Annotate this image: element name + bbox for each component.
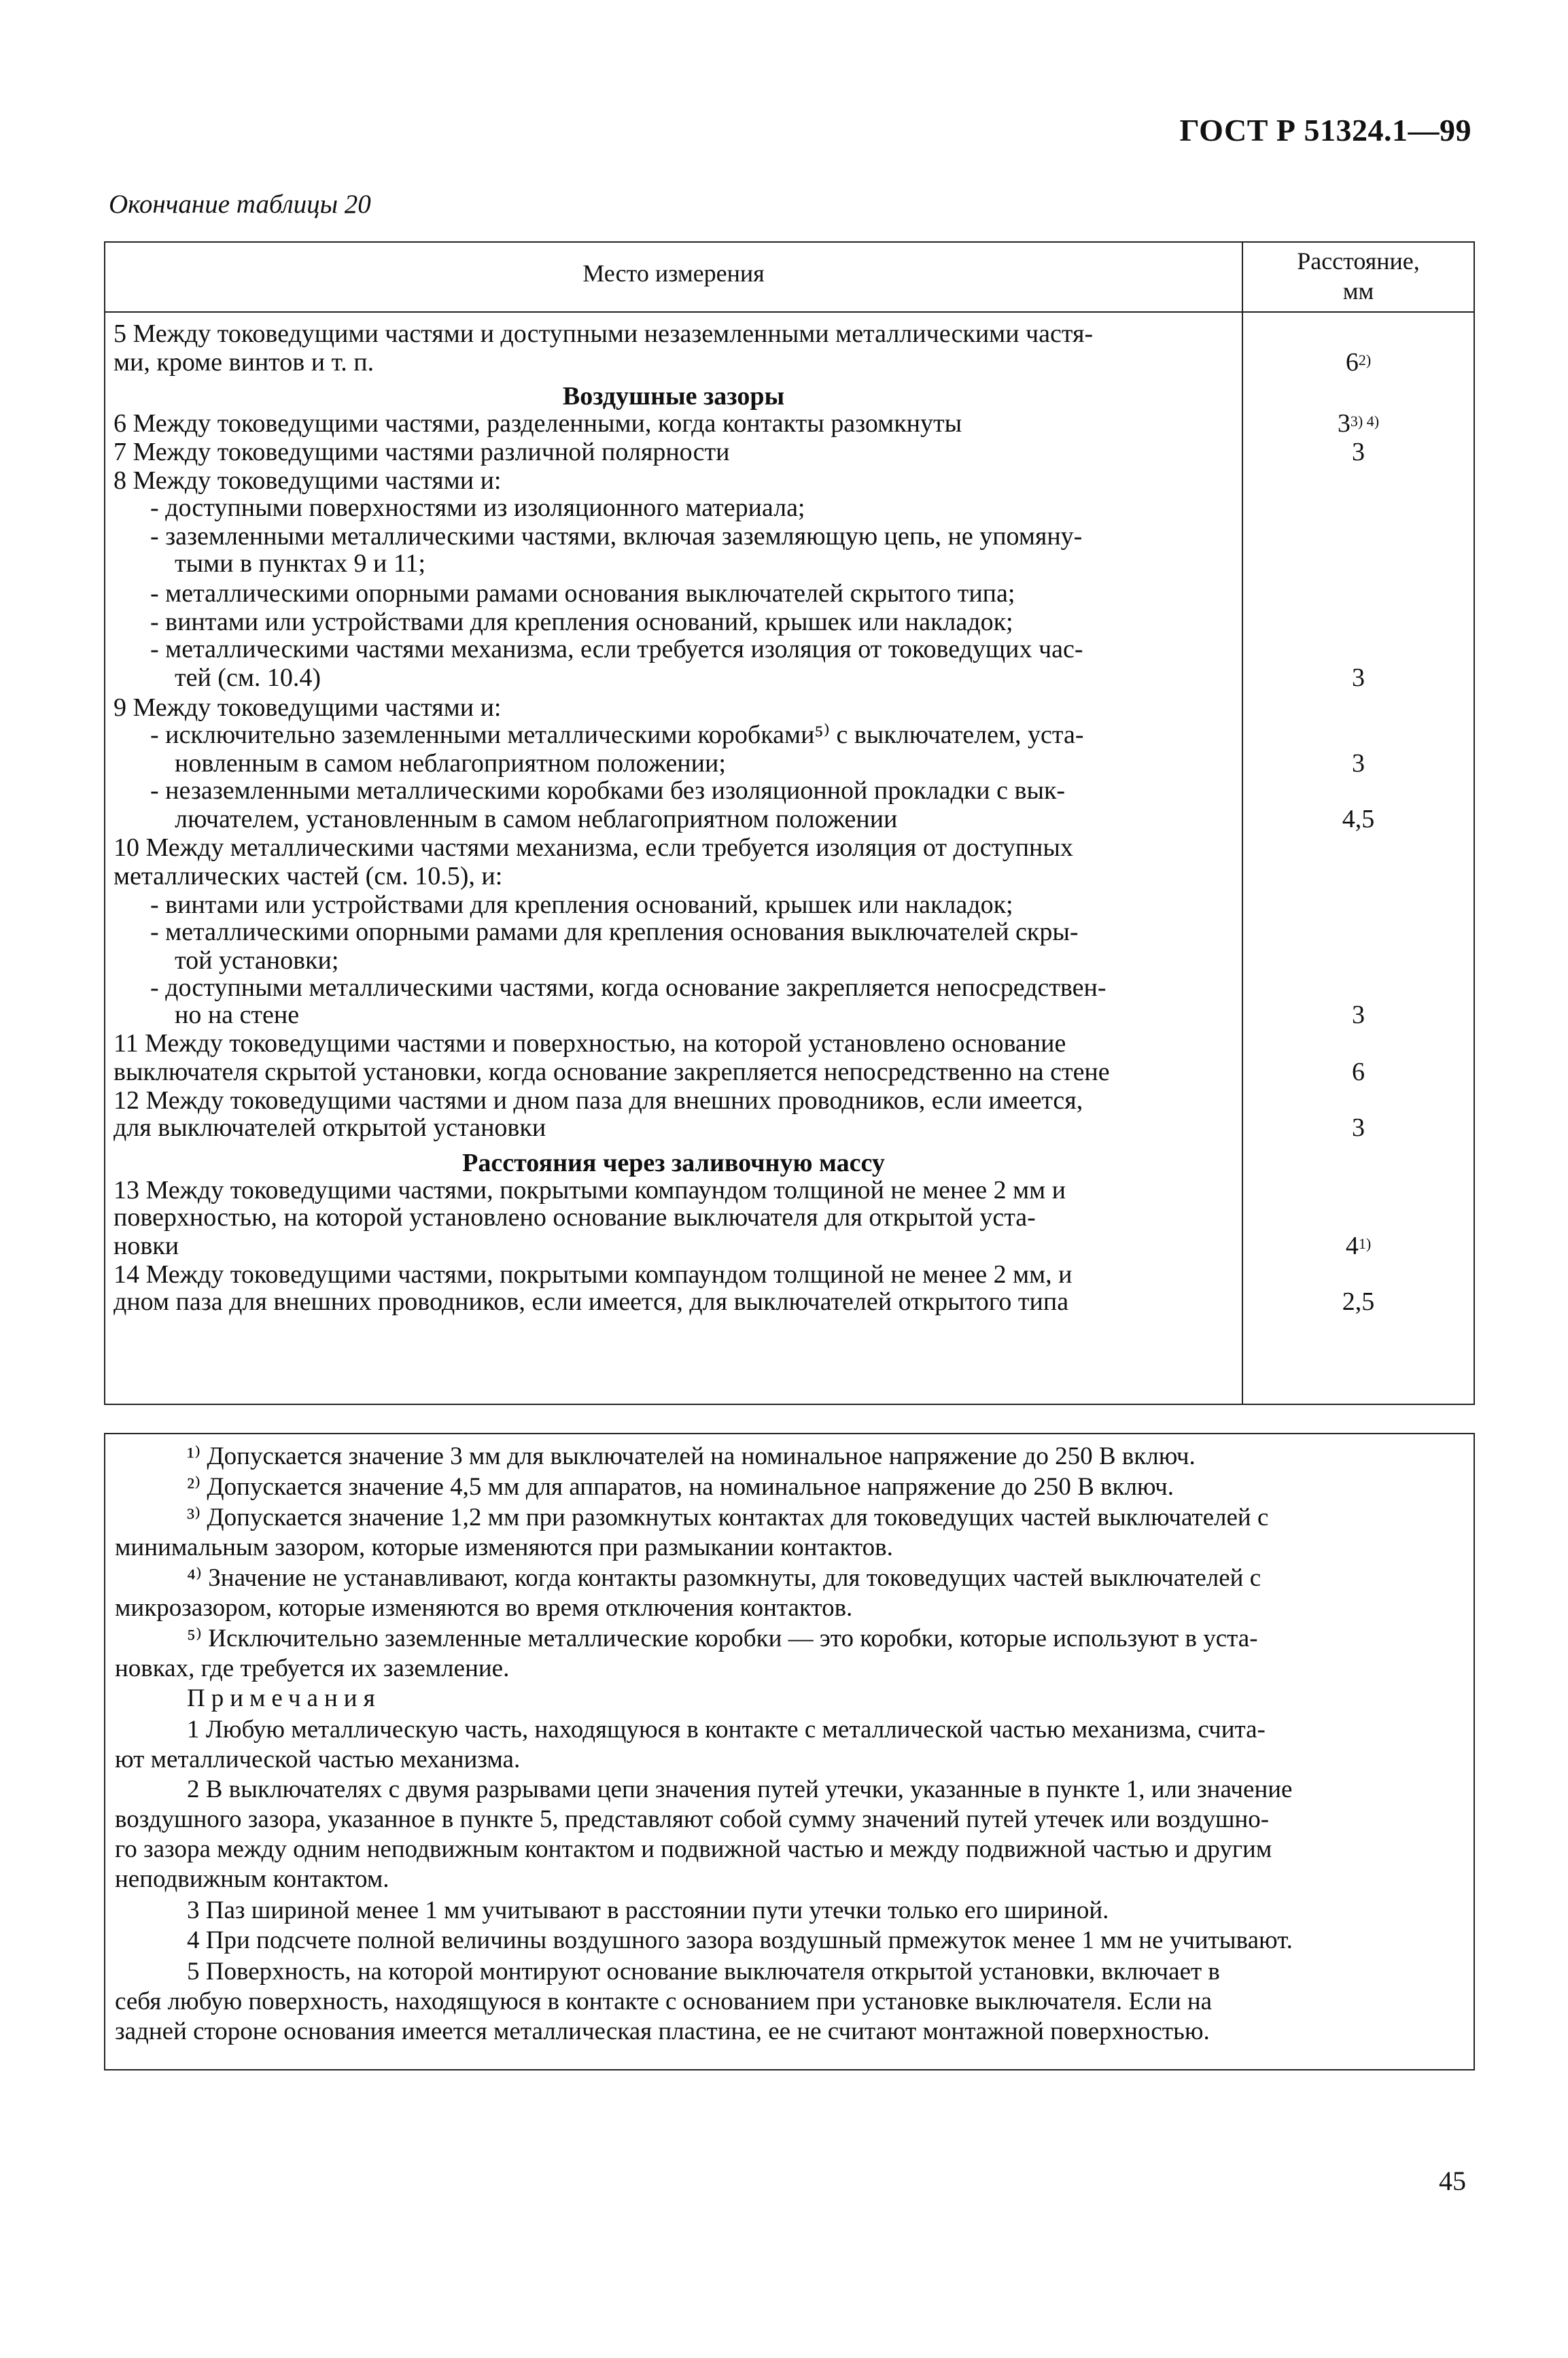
table-row	[105, 466, 1474, 496]
measurement-place-text: 11 Между токоведущими частями и поверхностью, на которой установлено основание	[114, 1029, 1066, 1058]
measurement-place-text: выключателя скрытой установки, когда основание закрепляется непосредственно на стене	[114, 1058, 1110, 1086]
table-row	[105, 578, 1474, 609]
measurement-place-text: 14 Между токоведущими частями, покрытыми компаундом толщиной не менее 2 мм, и	[114, 1260, 1073, 1289]
measurement-place-text: дном паза для внешних проводников, если имеется, для выключателей открытого типа	[114, 1287, 1069, 1316]
distance-value	[1243, 748, 1474, 779]
note-line: минимальным зазором, которые изменяются при размыкании контактов.	[115, 1533, 893, 1561]
table-row	[105, 776, 1474, 806]
table-row	[105, 1086, 1474, 1116]
table-row	[105, 804, 1474, 835]
measurement-place-text: - заземленными металлическими частями, включая заземляющую цепь, не упомяну-	[150, 522, 1083, 551]
measurement-place-text: - металлическими частями механизма, если требуется изоляция от токоведущих час-	[150, 635, 1083, 663]
distance-value	[1243, 1113, 1474, 1143]
measurement-place-text: ми, кроме винтов и т. п.	[114, 348, 374, 377]
table-row	[105, 1231, 1474, 1262]
measurement-place-text: 7 Между токоведущими частями различной полярности	[114, 438, 730, 466]
note-line: ¹⁾ Допускается значение 3 мм для выключателей на номинальное напряжение до 250 В включ.	[187, 1442, 1196, 1470]
table-row	[105, 1057, 1474, 1088]
note-line: 5 Поверхность, на которой монтируют основание выключателя открытой установки, включает в	[187, 1958, 1220, 1986]
measurement-place-text: для выключателей открытой установки	[114, 1113, 546, 1142]
note-line: себя любую поверхность, находящуюся в контакте с основанием при установке выключателя. Если на	[115, 1988, 1213, 2015]
distance-number: 3	[1352, 749, 1365, 778]
distance-value	[1243, 804, 1474, 835]
table-row	[105, 381, 1474, 412]
measurement-place-text: - доступными поверхностями из изоляционного материала;	[150, 493, 805, 522]
distance-number: 3	[1352, 438, 1365, 466]
measurement-place-text: - винтами или устройствами для крепления оснований, крышек или накладок;	[150, 890, 1013, 919]
measurement-place-text: 9 Между токоведущими частями и:	[114, 693, 502, 722]
table-row	[105, 634, 1474, 665]
table-row	[105, 1287, 1474, 1317]
table-header-row	[105, 243, 1474, 313]
distance-value	[1243, 1231, 1474, 1262]
measurement-place-text: 10 Между металлическими частями механизма, если требуется изоляция от доступных	[114, 833, 1073, 862]
note-line: задней стороне основания имеется металлическая пластина, ее не считают монтажной поверхностью.	[115, 2017, 1210, 2045]
measurement-place-text: 8 Между токоведущими частями и:	[114, 466, 502, 495]
note-line: воздушного зазора, указанное в пункте 5, представляют собой сумму значений путей утечек или воздушно-	[115, 1805, 1270, 1833]
measurement-place-text: - исключительно заземленными металлическими коробками⁵⁾ с выключателем, уста-	[150, 721, 1084, 749]
table-row	[105, 1000, 1474, 1030]
distance-value	[1243, 1000, 1474, 1030]
measurement-place-text: той установки;	[175, 946, 339, 975]
measurement-place-text: поверхностью, на которой установлено основание выключателя для открытой уста-	[114, 1203, 1036, 1232]
table-row	[105, 549, 1474, 579]
distance-value	[1243, 347, 1474, 378]
note-line: 3 Паз шириной менее 1 мм учитывают в расстоянии пути утечки только его шириной.	[187, 1896, 1109, 1924]
note-line: ⁴⁾ Значение не устанавливают, когда контакты разомкнуты, для токоведущих частей выключателей с	[187, 1564, 1261, 1592]
column-header-distance-title: Расстояние,	[1297, 247, 1420, 275]
table-caption: Окончание таблицы 20	[109, 190, 371, 219]
table-row	[105, 1148, 1474, 1179]
table-row	[105, 890, 1474, 920]
table-row	[105, 720, 1474, 750]
measurement-place-text: - металлическими опорными рамами для крепления основания выключателей скры-	[150, 918, 1079, 946]
table-row	[105, 1175, 1474, 1206]
note-line: новках, где требуется их заземление.	[115, 1654, 510, 1682]
table-row	[105, 663, 1474, 693]
footnote-reference: 2)	[1358, 351, 1372, 368]
table-row	[105, 1260, 1474, 1290]
distance-number: 2,5	[1342, 1287, 1375, 1316]
page-number: 45	[1439, 2166, 1466, 2196]
table-row	[105, 917, 1474, 948]
distance-number: 3	[1352, 1001, 1365, 1029]
measurement-place-text: 6 Между токоведущими частями, разделенными, когда контакты разомкнуты	[114, 409, 962, 438]
measurement-place-text: - винтами или устройствами для крепления оснований, крышек или накладок;	[150, 608, 1013, 636]
measurement-place-text: 13 Между токоведущими частями, покрытыми компаундом толщиной не менее 2 мм и	[114, 1176, 1066, 1204]
table-row	[105, 748, 1474, 779]
measurement-place-text: Расстояния через заливочную массу	[462, 1149, 885, 1177]
measurement-place-text: но на стене	[175, 1001, 300, 1029]
table-row	[105, 861, 1474, 892]
table-row	[105, 347, 1474, 378]
note-line: ⁵⁾ Исключительно заземленные металлические коробки — это коробки, которые используют в уста-	[187, 1625, 1258, 1652]
distance-value	[1243, 1287, 1474, 1317]
measurement-place-text: тей (см. 10.4)	[175, 663, 321, 692]
table-row	[105, 607, 1474, 638]
note-line: микрозазором, которые изменяются во время отключения контактов.	[115, 1594, 853, 1622]
note-line: ³⁾ Допускается значение 1,2 мм при разомкнутых контактах для токоведущих частей выключателей с	[187, 1504, 1269, 1531]
measurement-place-text: 12 Между токоведущими частями и дном паза для внешних проводников, если имеется,	[114, 1086, 1083, 1115]
notes-heading: Примечания	[187, 1684, 381, 1712]
measurement-place-text: - металлическими опорными рамами основания выключателей скрытого типа;	[150, 579, 1015, 608]
column-header-place: Место измерения	[582, 260, 765, 287]
table-row	[105, 437, 1474, 468]
note-line: го зазора между одним неподвижным контактом и подвижной частью и между подвижной частью и другим	[115, 1835, 1272, 1863]
measurement-place-text: тыми в пунктах 9 и 11;	[175, 549, 426, 578]
measurement-place-text: 5 Между токоведущими частями и доступными незаземленными металлическими частя-	[114, 319, 1094, 348]
distance-value	[1243, 1057, 1474, 1088]
table-row	[105, 1113, 1474, 1143]
footnote-reference: 1)	[1358, 1235, 1372, 1252]
distance-value	[1243, 663, 1474, 693]
measurement-place-text: Воздушные зазоры	[562, 382, 785, 411]
measurement-place-text: металлических частей (см. 10.5), и:	[114, 862, 503, 890]
distance-number: 3	[1352, 1113, 1365, 1142]
distance-number: 4	[1345, 1232, 1359, 1260]
table-20	[104, 241, 1475, 1405]
table-row	[105, 493, 1474, 523]
measurement-place-text: новки	[114, 1232, 179, 1260]
table-row	[105, 521, 1474, 552]
note-line: 4 При подсчете полной величины воздушного зазора воздушный прмежуток менее 1 мм не учитывают.	[187, 1926, 1293, 1954]
note-line: 1 Любую металлическую часть, находящуюся в контакте с металлической частью механизма, счита-	[187, 1716, 1266, 1744]
table-row	[105, 693, 1474, 723]
distance-number: 6	[1352, 1058, 1365, 1086]
note-line: неподвижным контактом.	[115, 1865, 389, 1893]
table-row	[105, 946, 1474, 976]
measurement-place-text: новленным в самом неблагоприятном положении;	[175, 749, 726, 778]
note-line: ²⁾ Допускается значение 4,5 мм для аппаратов, на номинальное напряжение до 250 В включ.	[187, 1473, 1174, 1501]
note-line: 2 В выключателях с двумя разрывами цепи значения путей утечки, указанные в пункте 1, или значение	[187, 1775, 1293, 1803]
table-row	[105, 1202, 1474, 1233]
distance-number: 4,5	[1342, 805, 1375, 833]
table-row	[105, 973, 1474, 1003]
distance-value	[1243, 437, 1474, 468]
table-row	[105, 319, 1474, 349]
measurement-place-text: - доступными металлическими частями, когда основание закрепляется непосредствен-	[150, 973, 1107, 1002]
table-row	[105, 409, 1474, 439]
note-line: ют металлической частью механизма.	[115, 1746, 521, 1773]
distance-number: 3	[1337, 409, 1351, 438]
column-header-distance-unit: мм	[1342, 277, 1374, 305]
table-row	[105, 1028, 1474, 1059]
distance-value	[1243, 409, 1474, 439]
standard-code: ГОСТ Р 51324.1—99	[1179, 113, 1471, 148]
distance-number: 6	[1345, 348, 1359, 377]
table-footnotes	[104, 1433, 1475, 2070]
column-header-distance	[1243, 246, 1474, 306]
footnote-reference: 3) 4)	[1350, 413, 1380, 430]
measurement-place-text: лючателем, установленным в самом неблагоприятном положении	[175, 805, 898, 833]
distance-number: 3	[1352, 663, 1365, 692]
table-row	[105, 833, 1474, 863]
measurement-place-text: - незаземленными металлическими коробками без изоляционной прокладки с вык-	[150, 776, 1066, 805]
